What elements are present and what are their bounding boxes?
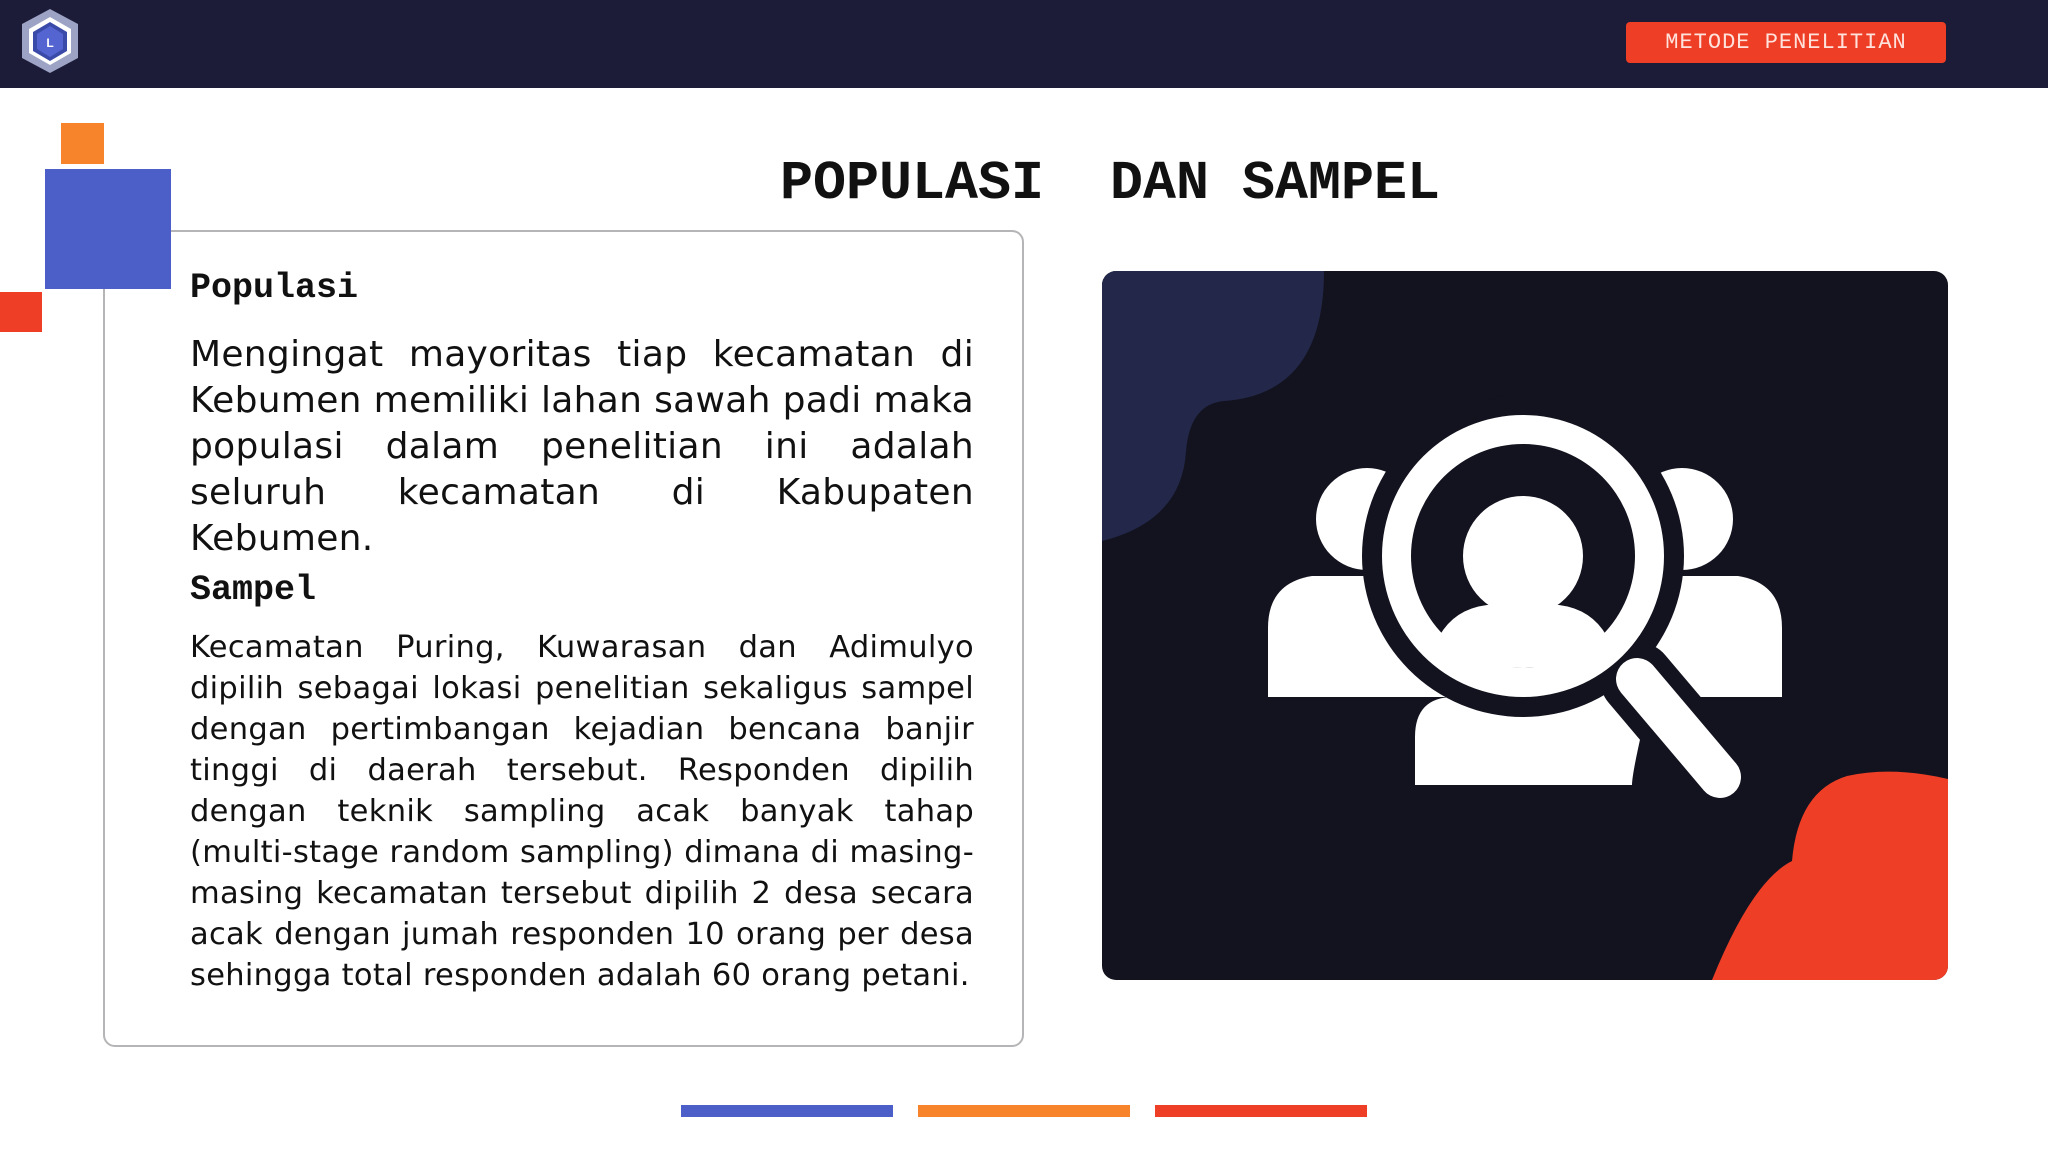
people-search-icon — [1268, 395, 1782, 843]
decorative-square-blue — [45, 169, 171, 289]
bottom-accent-bar-red — [1155, 1105, 1367, 1117]
section-badge: METODE PENELITIAN — [1626, 22, 1946, 63]
logo-letter: L — [46, 36, 54, 50]
decorative-square-red — [0, 292, 42, 332]
illustration-panel — [1102, 271, 1948, 980]
bottom-accent-bar-orange — [918, 1105, 1130, 1117]
populasi-heading: Populasi — [190, 268, 359, 308]
navy-blob-shape — [1102, 271, 1324, 541]
sampel-text: Kecamatan Puring, Kuwarasan dan Adimulyo dipilih sebagai lokasi penelitian sekaligus sampel dengan pertimbangan kejadian bencana banjir tinggi di daerah tersebut. Responden dipilih dengan teknik sampling acak banyak tahap (multi-stage random sampling) dimana di masing-masing kecamatan tersebut dipilih 2 desa secara acak dengan jumah responden 10 orang per desa sehingga total responden adalah 60 orang petani. — [190, 630, 974, 993]
populasi-text: Mengingat mayoritas tiap kecamatan di Kebumen memiliki lahan sawah padi maka populasi dalam penelitian ini adalah seluruh kecamatan di Kabupaten Kebumen. — [190, 334, 974, 559]
bottom-accent-bar-blue — [681, 1105, 893, 1117]
slide-title: POPULASI DAN SAMPEL — [779, 152, 1441, 215]
sampel-heading: Sampel — [190, 570, 317, 610]
decorative-square-orange — [61, 123, 104, 164]
red-blob-shape — [1712, 772, 1948, 980]
logo — [16, 6, 84, 76]
top-bar — [0, 0, 2048, 88]
